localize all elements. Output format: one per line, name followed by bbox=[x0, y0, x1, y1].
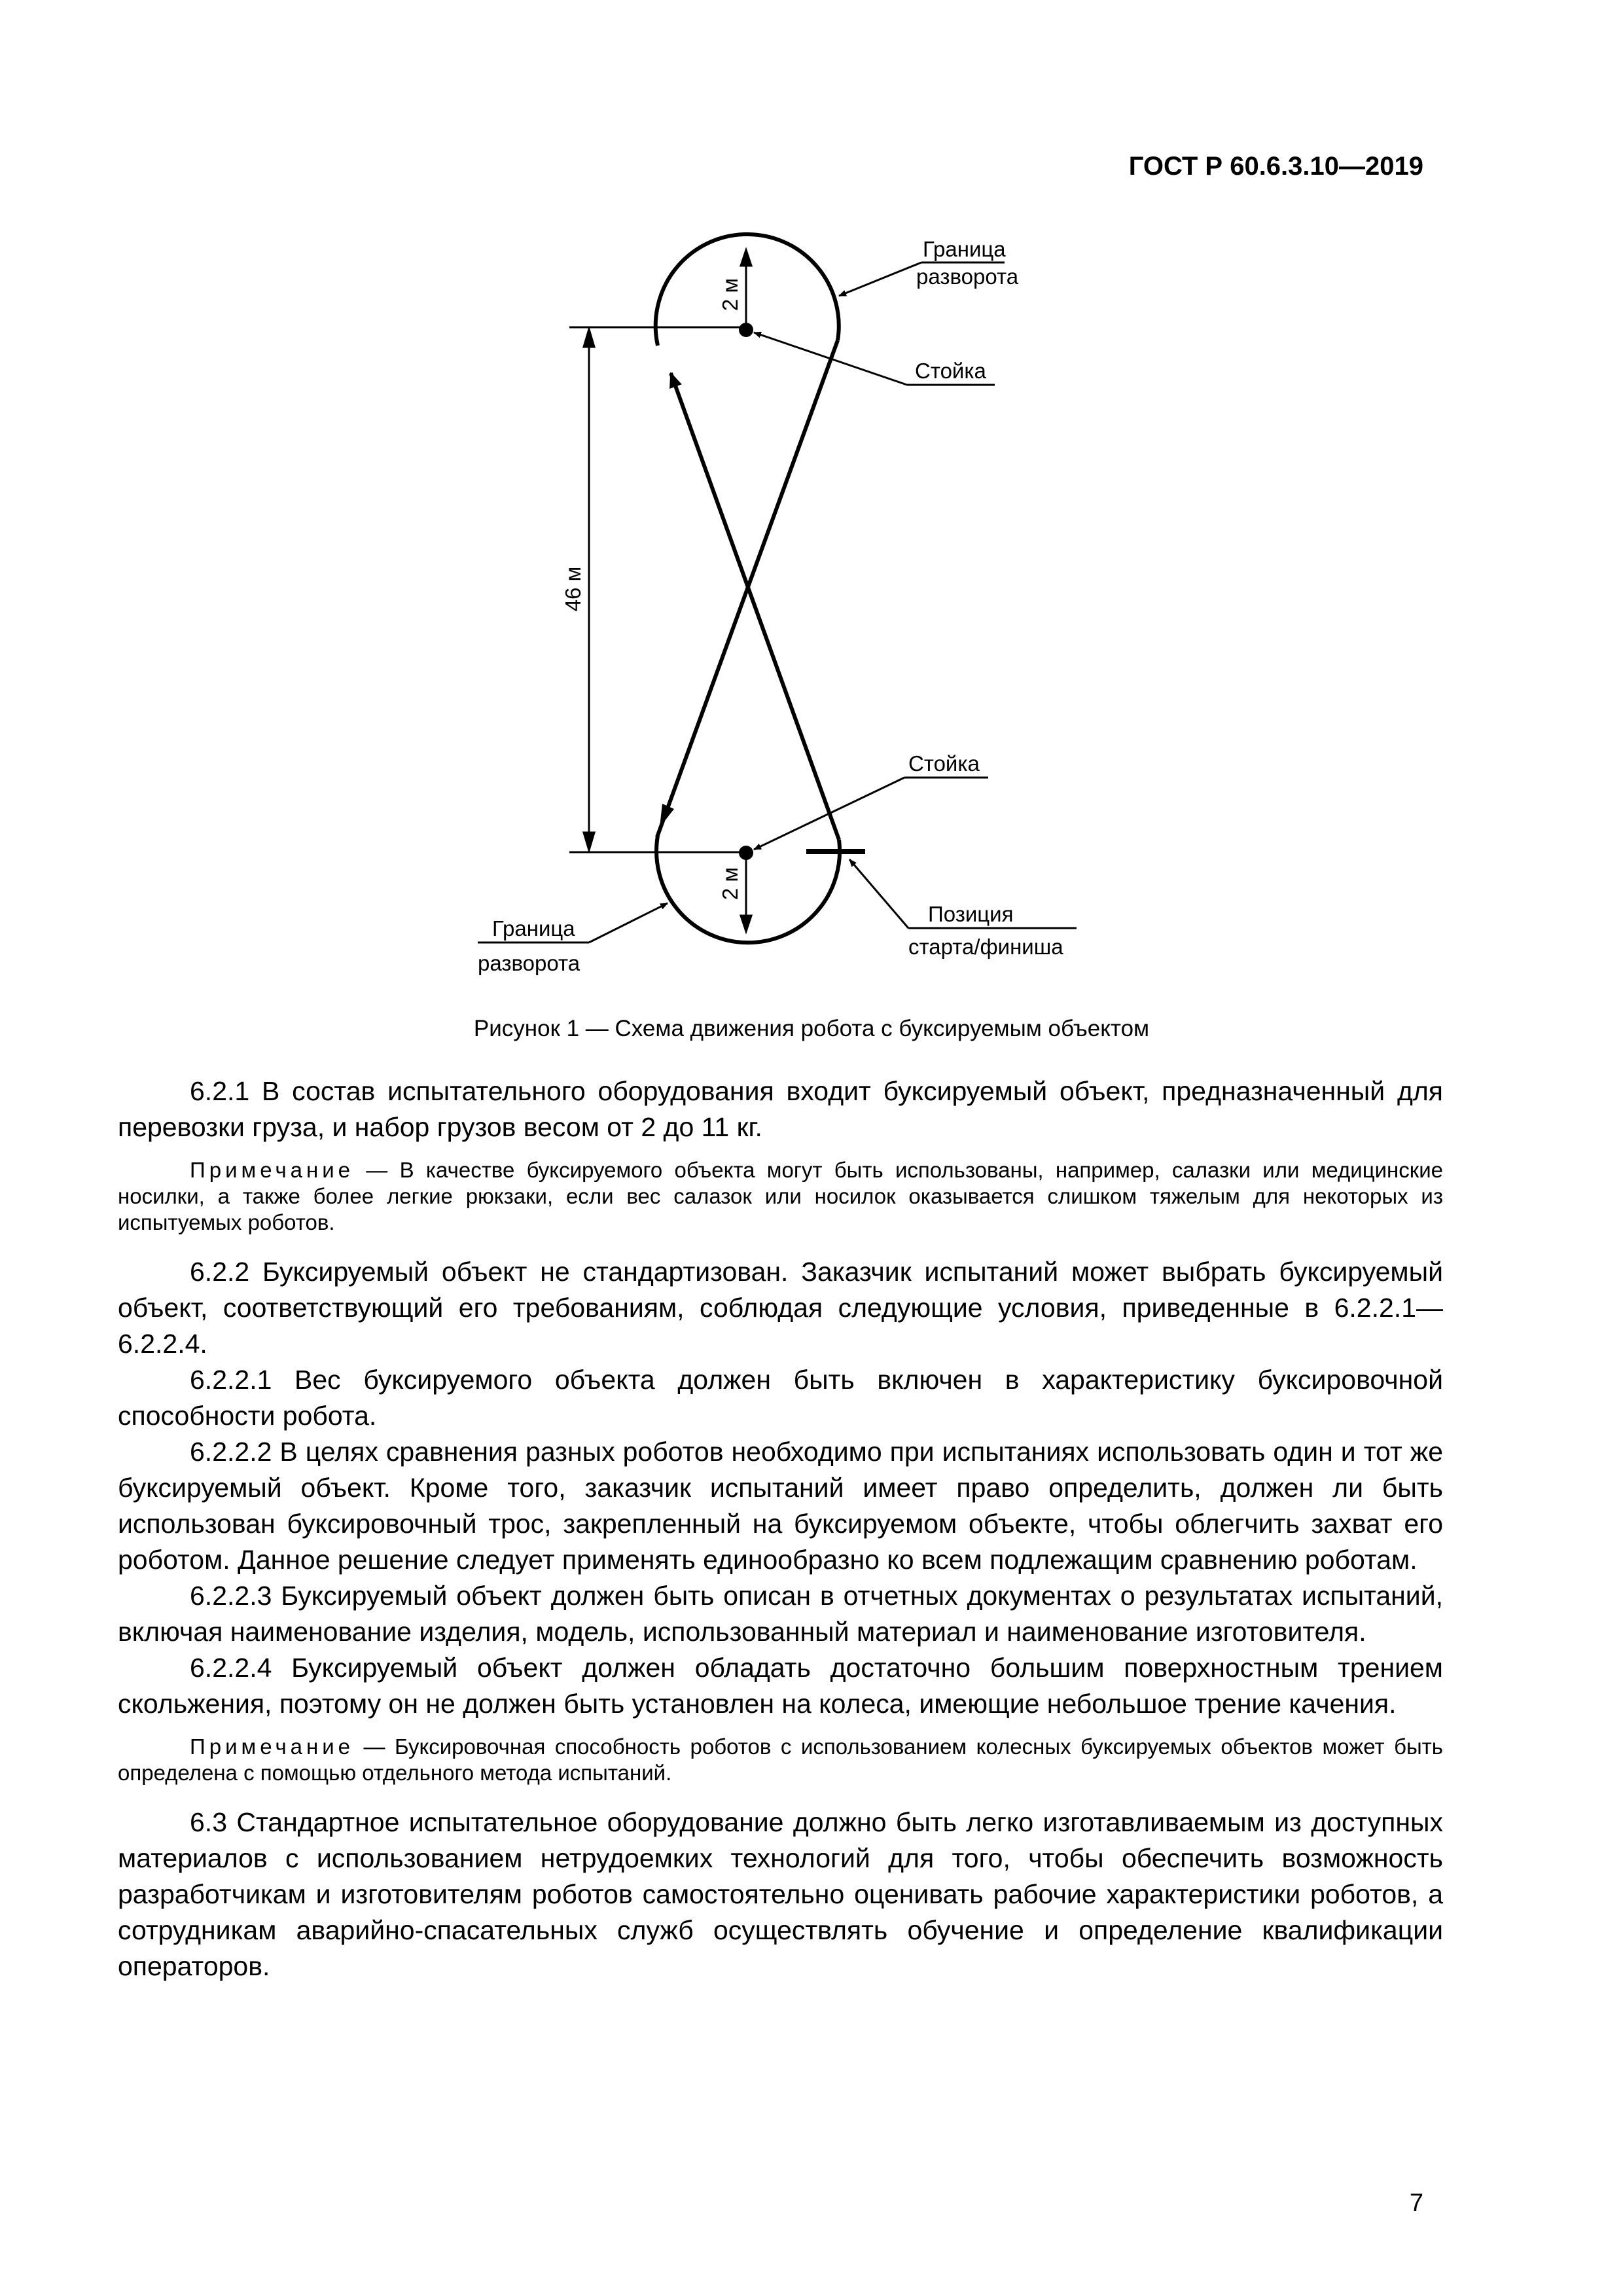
paragraph-6-3: 6.3 Стандартное испытательное оборудование должно быть легко изготавливаемым из доступных материалов с использованием нетрудоемких технологий для того, чтобы обеспечить возможность разработчикам и изготовителям роботов самостоятельно оценивать рабочие характеристики роботов, а сотрудникам аварийно-спасательных служб осуществлять обучение и определение квалификации операторов. bbox=[118, 1807, 1443, 1981]
label-post-bottom: Стойка bbox=[908, 751, 980, 776]
dim-radius-top-label: 2 м bbox=[718, 278, 742, 312]
figure-caption: Рисунок 1 — Схема движения робота с буксируемым объектом bbox=[473, 1016, 1150, 1041]
dim-radius-bottom-label: 2 м bbox=[718, 867, 742, 901]
dimension-46m bbox=[569, 327, 746, 852]
standard-number: ГОСТ Р 60.6.3.10—2019 bbox=[1128, 152, 1423, 181]
direction-arrow bbox=[660, 804, 674, 827]
note-1 bbox=[118, 1157, 1443, 1236]
track-path bbox=[656, 234, 840, 942]
label-start-2: старта/финиша bbox=[908, 935, 1063, 959]
label-boundary-top-1: Граница bbox=[923, 237, 1006, 261]
label-boundary-bottom-1: Граница bbox=[492, 916, 575, 941]
paragraph-6-2-2-3: 6.2.2.3 Буксируемый объект должен быть описан в отчетных документах о результатах испытаний, включая наименование изделия, модель, использованный материал и наименование изготовителя. bbox=[118, 1581, 1443, 1647]
note-1-text: — В качестве буксируемого объекта могут быть использованы, например, салазки или медицинские носилки, а также более легкие рюкзаки, если вес салазок или носилок оказывается слишком тяжелым для некоторых из испытуемых роботов. bbox=[118, 1158, 1443, 1234]
note-2-tag: Примечание bbox=[190, 1734, 355, 1759]
page-number: 7 bbox=[1409, 2189, 1423, 2217]
body-text bbox=[118, 1073, 1443, 1984]
paragraph-6-2-2-4: 6.2.2.4 Буксируемый объект должен обладать достаточно большим поверхностным трением скольжения, поэтому он не должен быть установлен на колеса, имеющие небольшое трение качения. bbox=[118, 1653, 1443, 1719]
dim-long-label: 46 м bbox=[561, 566, 585, 612]
leader-post-bottom bbox=[754, 778, 988, 850]
label-boundary-top-2: разворота bbox=[916, 264, 1019, 289]
paragraph-6-2-2-2: 6.2.2.2 В целях сравнения разных роботов необходимо при испытаниях использовать один и тот же буксируемый объект. Кроме того, заказчик испытаний имеет право определить, должен ли быть использован буксировочный трос, закрепленный на буксируемом объекте, чтобы облегчить захват его роботом. Данное решение следует применять единообразно ко всем подлежащим сравнению роботам. bbox=[118, 1437, 1443, 1575]
figure-diagram bbox=[0, 0, 1623, 1021]
label-start-1: Позиция bbox=[928, 902, 1014, 926]
label-boundary-bottom-2: разворота bbox=[478, 951, 580, 975]
paragraph-6-2-2-1: 6.2.2.1 Вес буксируемого объекта должен быть включен в характеристику буксировочной способности робота. bbox=[118, 1365, 1443, 1431]
dimension-2m-bottom bbox=[741, 856, 751, 931]
label-post-top: Стойка bbox=[915, 359, 986, 383]
note-2 bbox=[118, 1734, 1443, 1786]
paragraph-6-2-2: 6.2.2 Буксируемый объект не стандартизован. Заказчик испытаний может выбрать буксируемый объект, соответствующий его требованиям, соблюдая следующие условия, приведенные в 6.2.2.1—6.2.2.4. bbox=[118, 1257, 1443, 1359]
note-1-tag: Примечание bbox=[190, 1158, 355, 1182]
paragraph-6-2-1: 6.2.1 В состав испытательного оборудования входит буксируемый объект, предназначенный для перевозки груза, и набор грузов весом от 2 до 11 кг. bbox=[118, 1076, 1443, 1142]
dimension-2m-top bbox=[741, 250, 751, 326]
note-2-text: — Буксировочная способность роботов с использованием колесных буксируемых объектов может быть определена с помощью отдельного метода испытаний. bbox=[118, 1734, 1443, 1785]
